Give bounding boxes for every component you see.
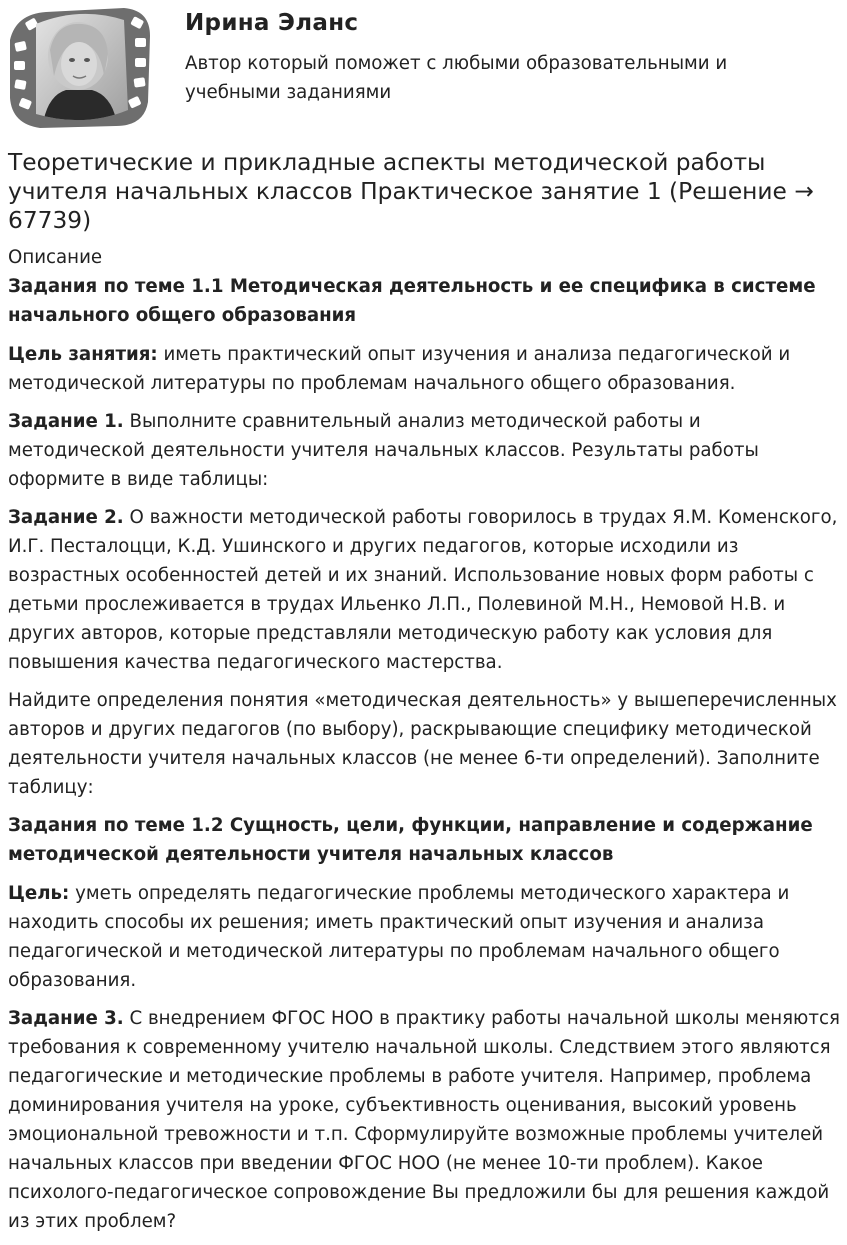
task-label-1: Задание 1. <box>8 411 124 432</box>
task-text-1: Выполните сравнительный анализ методической работы и методической деятельности учителя начальных классов. Результаты работы оформите в виде таблицы: <box>8 411 759 490</box>
task-label-3: Задание 3. <box>8 1008 124 1029</box>
theme-heading-2-text: Задания по теме 1.2 Сущность, цели, функции, направление и содержание методической деятельности учителя начальных классов <box>8 815 813 865</box>
theme-heading-1-text: Задания по теме 1.1 Методическая деятельность и ее специфика в системе начального общего образования <box>8 276 816 326</box>
author-description: Автор который поможет с любыми образовательными и учебными заданиями <box>185 53 728 103</box>
page-title: Теоретические и прикладные аспекты методической работы учителя начальных классов Практическое занятие 1 (Решение → 67739) <box>8 149 814 234</box>
task-paragraph-3 <box>8 1004 840 1236</box>
task-paragraph-1 <box>8 407 840 494</box>
goal-paragraph-2 <box>8 879 840 995</box>
author-avatar <box>6 6 154 130</box>
goal-label-2: Цель: <box>8 883 70 904</box>
theme-heading-1 <box>8 272 840 330</box>
description-label: Описание <box>8 247 103 268</box>
theme-heading-2 <box>8 811 840 869</box>
goal-paragraph-1 <box>8 340 840 398</box>
goal-label-1: Цель занятия: <box>8 344 158 365</box>
goal-text-1: иметь практический опыт изучения и анализа педагогической и методической литературы по проблемам начального общего образования. <box>8 344 791 394</box>
goal-text-2: уметь определять педагогические проблемы методического характера и находить способы их решения; иметь практический опыт изучения и анализа педагогической и методической литературы по проблемам начального общего образования. <box>8 883 790 991</box>
author-name: Ирина Эланс <box>185 10 359 36</box>
task-label-2: Задание 2. <box>8 507 124 528</box>
description-section <box>8 244 840 1245</box>
task-paragraph-2 <box>8 503 840 677</box>
task-text-2: О важности методической работы говорилось в трудах Я.М. Коменского, И.Г. Песталоцци, К.Д. Ушинского и других педагогов, которые исходили из возрастных особенностей детей и их знаний. Использование новых форм работы с детьми прослеживается в трудах Ильенко Л.П., Полевиной М.Н., Немовой Н.В. и других авторов, которые представляли методическую работу как условия для повышения качества педагогического мастерства. <box>8 507 838 673</box>
task-paragraph-2-continued: Найдите определения понятия «методическая деятельность» у вышеперечисленных авторов и других педагогов (по выбору), раскрывающие специфику методической деятельности учителя начальных классов (не менее 6-ти определений). Заполните таблицу: <box>8 690 837 798</box>
author-header <box>0 0 847 140</box>
task-text-3: С внедрением ФГОС НОО в практику работы начальной школы меняются требования к современному учителю начальной школы. Следствием этого являются педагогические и методические проблемы в работе учителя. Например, проблема доминирования учителя на уроке, субъективность оценивания, высокий уровень эмоциональной тревожности и т.п. Сформулируйте возможные проблемы учителей начальных классов при введении ФГОС НОО (не менее 10-ти проблем). Какое психолого-педагогическое сопровождение Вы предложили бы для решения каждой из этих проблем? <box>8 1008 840 1232</box>
